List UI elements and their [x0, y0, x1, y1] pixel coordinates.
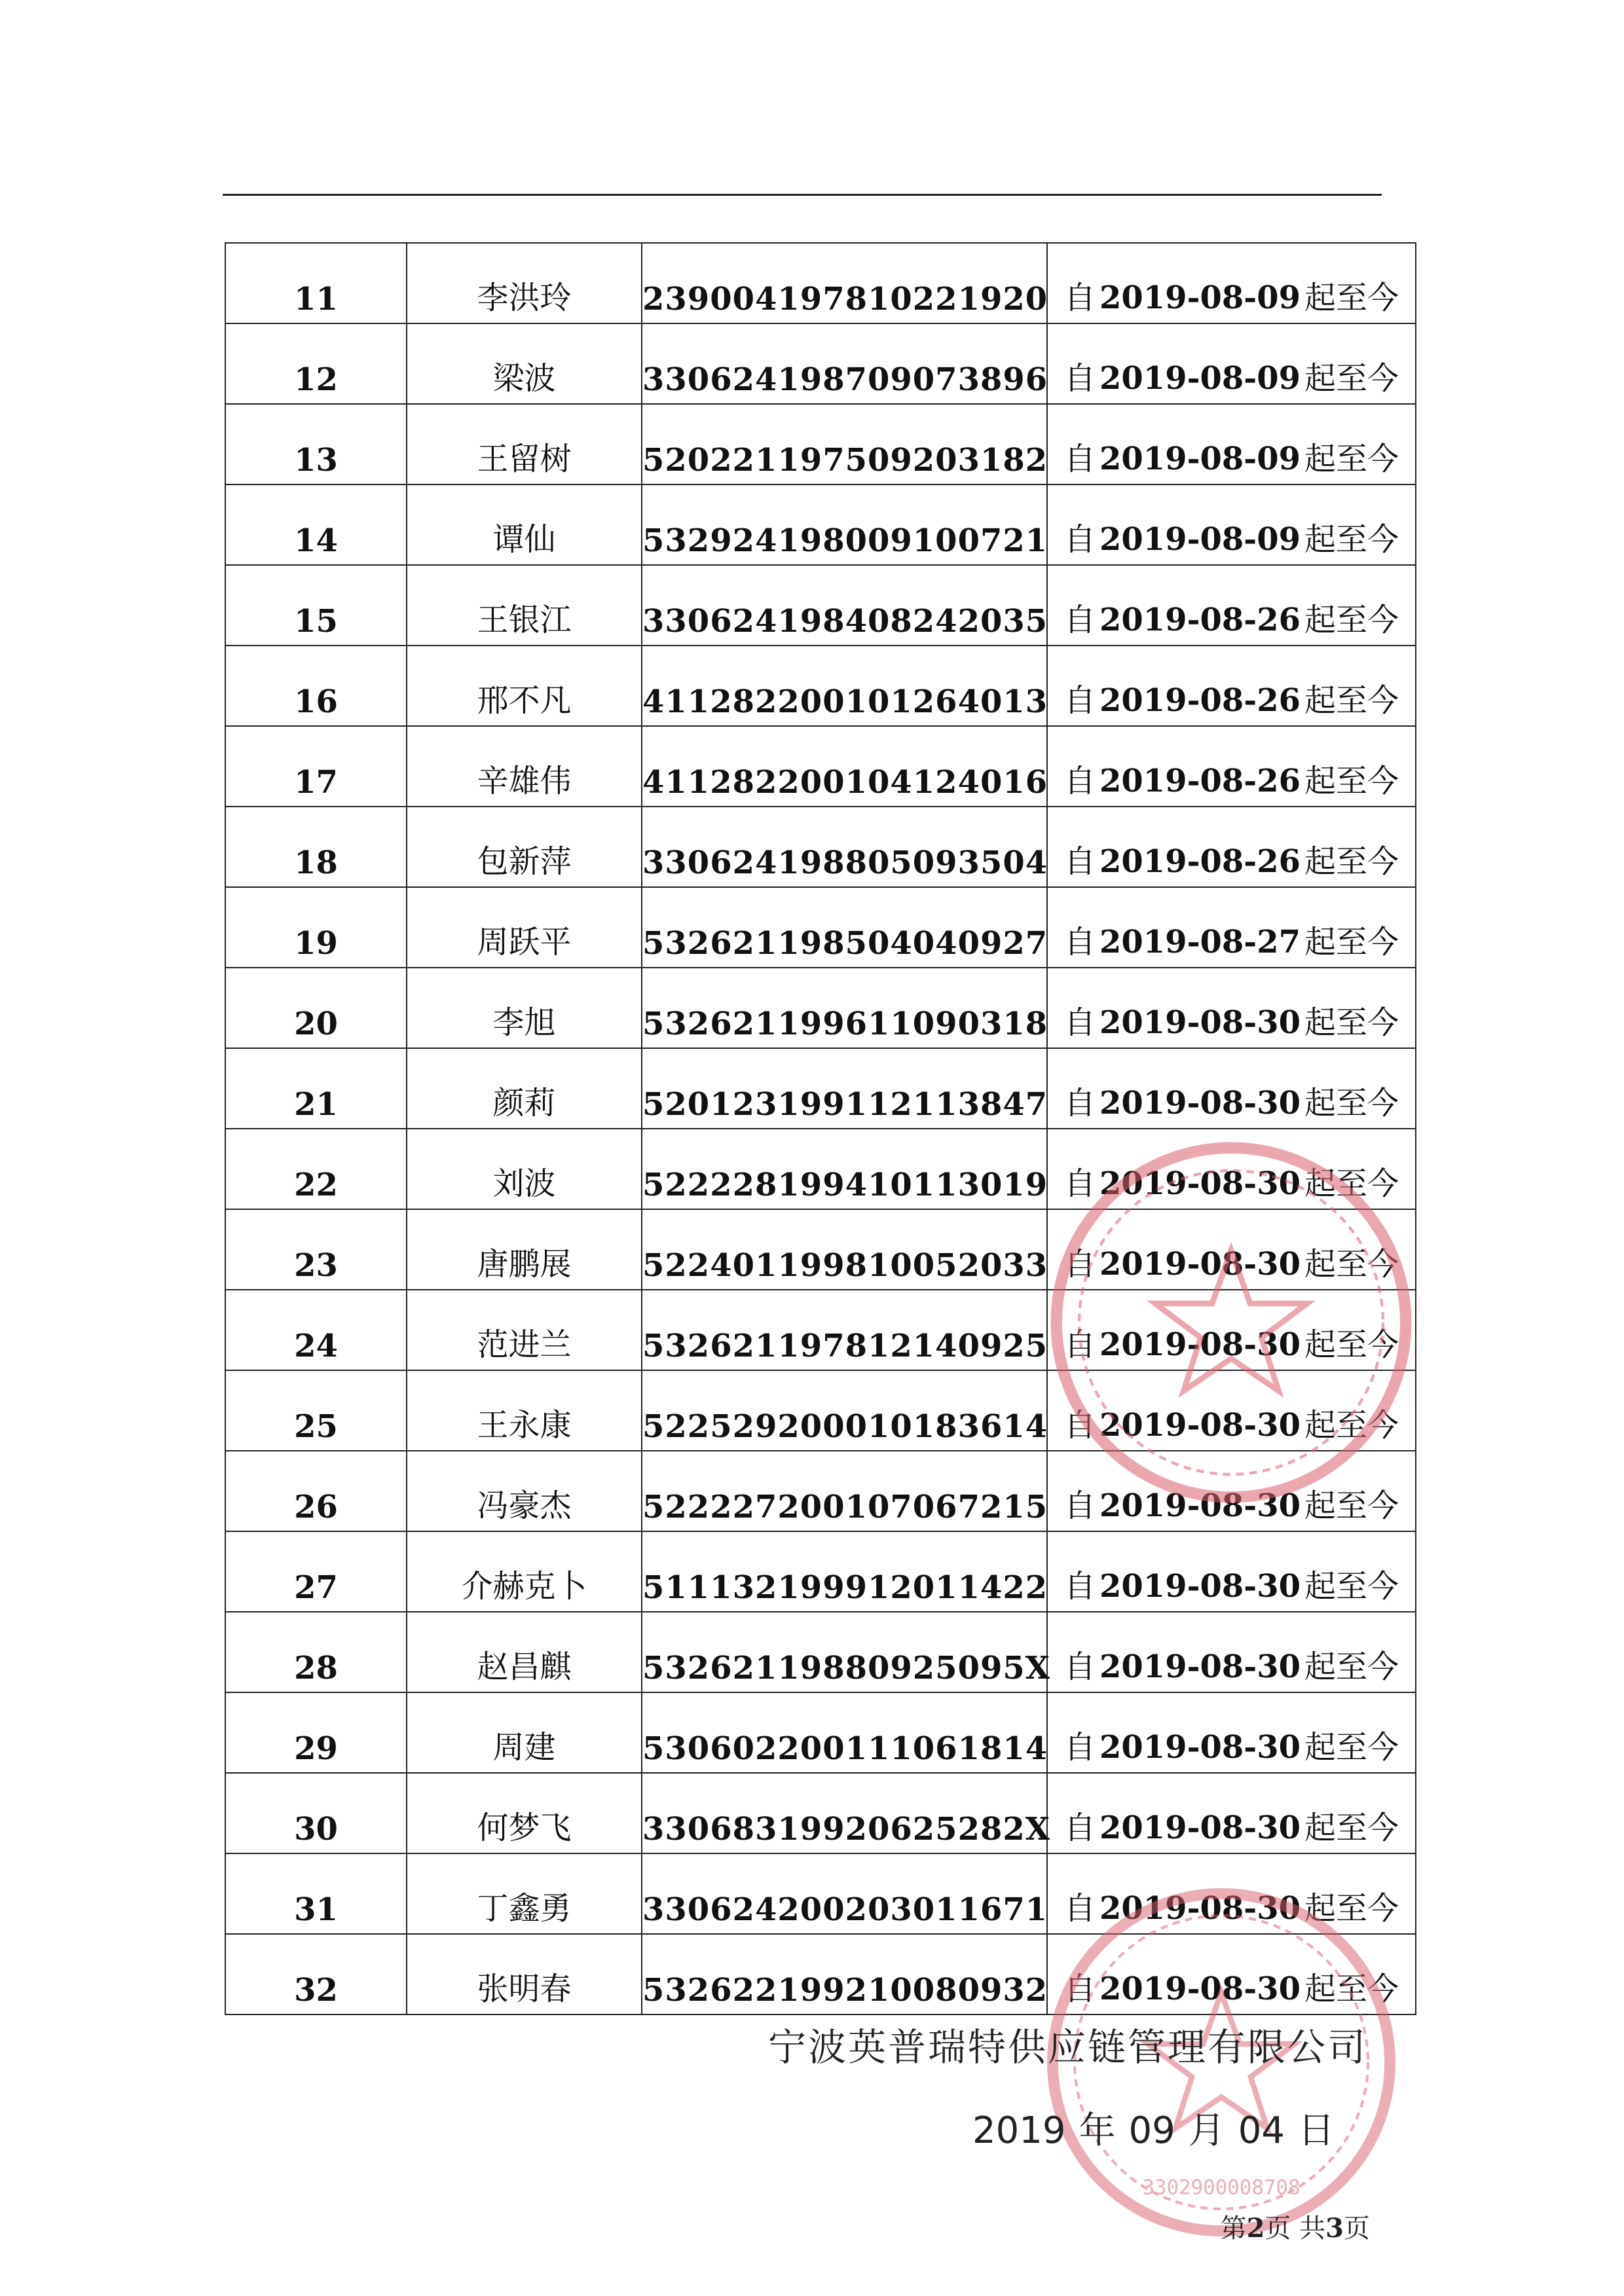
row-number: 21	[225, 1048, 407, 1129]
employment-period	[1047, 1531, 1416, 1612]
table-row	[225, 1531, 1416, 1612]
id-number: 532622199210080932	[642, 1934, 1047, 2014]
period-from: 自	[1063, 1971, 1096, 2007]
period-suffix: 起至今	[1304, 1407, 1399, 1444]
pager-page: 2	[1246, 2213, 1265, 2244]
row-number: 15	[225, 565, 407, 646]
employee-name: 王留树	[407, 404, 642, 484]
period-suffix: 起至今	[1304, 1487, 1399, 1524]
row-number: 26	[225, 1451, 407, 1531]
period-suffix: 起至今	[1304, 602, 1399, 638]
period-suffix: 起至今	[1304, 1165, 1399, 1202]
table-row	[225, 1290, 1416, 1370]
employment-period	[1047, 323, 1416, 404]
period-from: 自	[1063, 1246, 1096, 1283]
period-suffix: 起至今	[1304, 1971, 1399, 2007]
employment-period	[1047, 484, 1416, 565]
employee-name: 邢不凡	[407, 646, 642, 726]
table-row	[225, 1209, 1416, 1290]
period-suffix: 起至今	[1304, 843, 1399, 880]
employment-period	[1047, 968, 1416, 1048]
row-number: 29	[225, 1692, 407, 1773]
id-number: 532621198504040927	[642, 887, 1047, 968]
pager-total: 3	[1325, 2213, 1344, 2244]
row-number: 23	[225, 1209, 407, 1290]
period-suffix: 起至今	[1304, 521, 1399, 558]
row-number: 20	[225, 968, 407, 1048]
header-rule	[223, 194, 1382, 196]
id-number: 33068319920625282X	[642, 1773, 1047, 1853]
row-number: 31	[225, 1853, 407, 1934]
period-suffix: 起至今	[1304, 1890, 1399, 1927]
table-row	[225, 726, 1416, 807]
period-date: 2019-08-30	[1099, 1326, 1301, 1363]
period-from: 自	[1063, 1407, 1096, 1444]
period-suffix: 起至今	[1304, 360, 1399, 397]
table-row	[225, 1048, 1416, 1129]
table-row	[225, 323, 1416, 404]
employee-name: 刘波	[407, 1129, 642, 1209]
period-date: 2019-08-09	[1099, 360, 1301, 397]
period-suffix: 起至今	[1304, 441, 1399, 477]
seal-number: 3302900008708	[1142, 2176, 1301, 2200]
row-number: 11	[225, 243, 407, 323]
table-row	[225, 1853, 1416, 1934]
date-day: 04	[1238, 2109, 1285, 2152]
row-number: 16	[225, 646, 407, 726]
period-from: 自	[1063, 1568, 1096, 1605]
employee-name: 包新萍	[407, 807, 642, 887]
period-date: 2019-08-30	[1099, 1890, 1301, 1927]
table-row	[225, 243, 1416, 323]
date-month: 09	[1128, 2109, 1175, 2152]
table-row	[225, 565, 1416, 646]
date-month-unit: 月	[1188, 2109, 1225, 2152]
period-date: 2019-08-09	[1099, 280, 1301, 316]
pager-pre: 第	[1220, 2214, 1247, 2244]
id-number: 330624198408242035	[642, 565, 1047, 646]
period-from: 自	[1063, 441, 1096, 477]
period-suffix: 起至今	[1304, 280, 1399, 316]
table-row	[225, 404, 1416, 484]
employment-period	[1047, 887, 1416, 968]
id-number: 511132199912011422	[642, 1531, 1047, 1612]
row-number: 13	[225, 404, 407, 484]
employment-period	[1047, 1853, 1416, 1934]
table-row	[225, 1370, 1416, 1451]
table-row	[225, 1773, 1416, 1853]
pager-post: 页	[1344, 2214, 1370, 2244]
employee-name: 周跃平	[407, 887, 642, 968]
employee-name: 丁鑫勇	[407, 1853, 642, 1934]
row-number: 17	[225, 726, 407, 807]
table-row	[225, 1451, 1416, 1531]
period-from: 自	[1063, 843, 1096, 880]
period-date: 2019-08-30	[1099, 1568, 1301, 1605]
period-from: 自	[1063, 1326, 1096, 1363]
row-number: 25	[225, 1370, 407, 1451]
employment-period	[1047, 1129, 1416, 1209]
employee-name: 梁波	[407, 323, 642, 404]
row-number: 28	[225, 1612, 407, 1692]
period-from: 自	[1063, 763, 1096, 799]
employment-period	[1047, 1048, 1416, 1129]
id-number: 532621197812140925	[642, 1290, 1047, 1370]
employee-name: 辛雄伟	[407, 726, 642, 807]
employment-period	[1047, 1290, 1416, 1370]
table-row	[225, 807, 1416, 887]
employment-period	[1047, 1773, 1416, 1853]
employee-name: 李洪玲	[407, 243, 642, 323]
row-number: 30	[225, 1773, 407, 1853]
id-number: 330624198805093504	[642, 807, 1047, 887]
period-date: 2019-08-26	[1099, 682, 1301, 719]
period-date: 2019-08-26	[1099, 763, 1301, 799]
period-from: 自	[1063, 1649, 1096, 1685]
employee-table	[225, 242, 1416, 2015]
period-date: 2019-08-30	[1099, 1165, 1301, 1202]
period-date: 2019-08-30	[1099, 1810, 1301, 1846]
period-suffix: 起至今	[1304, 1246, 1399, 1283]
employee-name: 介赫克卜	[407, 1531, 642, 1612]
employment-period	[1047, 1209, 1416, 1290]
period-date: 2019-08-30	[1099, 1407, 1301, 1444]
employee-name: 赵昌麒	[407, 1612, 642, 1692]
period-suffix: 起至今	[1304, 1649, 1399, 1685]
row-number: 14	[225, 484, 407, 565]
period-from: 自	[1063, 1890, 1096, 1927]
employment-period	[1047, 1612, 1416, 1692]
employee-name: 王永康	[407, 1370, 642, 1451]
row-number: 24	[225, 1290, 407, 1370]
period-from: 自	[1063, 1004, 1096, 1041]
period-from: 自	[1063, 1810, 1096, 1846]
table-row	[225, 1129, 1416, 1209]
table-row	[225, 646, 1416, 726]
employee-name: 李旭	[407, 968, 642, 1048]
period-suffix: 起至今	[1304, 682, 1399, 719]
employee-name: 冯豪杰	[407, 1451, 642, 1531]
row-number: 22	[225, 1129, 407, 1209]
id-number: 53262119880925095X	[642, 1612, 1047, 1692]
employment-period	[1047, 1370, 1416, 1451]
employee-name: 颜莉	[407, 1048, 642, 1129]
period-from: 自	[1063, 602, 1096, 638]
period-from: 自	[1063, 280, 1096, 316]
period-from: 自	[1063, 360, 1096, 397]
period-from: 自	[1063, 1729, 1096, 1766]
employment-period	[1047, 404, 1416, 484]
id-number: 522227200107067215	[642, 1451, 1047, 1531]
company-name: 宁波英普瑞特供应链管理有限公司	[767, 2025, 1367, 2069]
period-from: 自	[1063, 682, 1096, 719]
period-date: 2019-08-30	[1099, 1971, 1301, 2007]
period-from: 自	[1063, 924, 1096, 960]
period-date: 2019-08-09	[1099, 521, 1301, 558]
period-date: 2019-08-30	[1099, 1487, 1301, 1524]
row-number: 12	[225, 323, 407, 404]
date-year-unit: 年	[1079, 2109, 1116, 2152]
id-number: 532621199611090318	[642, 968, 1047, 1048]
employee-name: 王银江	[407, 565, 642, 646]
period-suffix: 起至今	[1304, 763, 1399, 799]
period-suffix: 起至今	[1304, 924, 1399, 960]
period-date: 2019-08-27	[1099, 924, 1301, 960]
table-row	[225, 1692, 1416, 1773]
period-suffix: 起至今	[1304, 1729, 1399, 1766]
date-year: 2019	[972, 2109, 1066, 2152]
employment-period	[1047, 807, 1416, 887]
employment-period	[1047, 726, 1416, 807]
period-suffix: 起至今	[1304, 1810, 1399, 1846]
id-number: 532924198009100721	[642, 484, 1047, 565]
period-from: 自	[1063, 1085, 1096, 1121]
employment-period	[1047, 646, 1416, 726]
employment-period	[1047, 1934, 1416, 2014]
id-number: 330624198709073896	[642, 323, 1047, 404]
period-from: 自	[1063, 1487, 1096, 1524]
id-number: 520123199112113847	[642, 1048, 1047, 1129]
period-date: 2019-08-30	[1099, 1729, 1301, 1766]
employment-period	[1047, 1451, 1416, 1531]
employment-period	[1047, 1692, 1416, 1773]
id-number: 411282200104124016	[642, 726, 1047, 807]
period-date: 2019-08-26	[1099, 602, 1301, 638]
id-number: 522529200010183614	[642, 1370, 1047, 1451]
id-number: 522401199810052033	[642, 1209, 1047, 1290]
employee-name: 张明春	[407, 1934, 642, 2014]
employee-name: 谭仙	[407, 484, 642, 565]
id-number: 520221197509203182	[642, 404, 1047, 484]
period-date: 2019-08-26	[1099, 843, 1301, 880]
row-number: 19	[225, 887, 407, 968]
signature-date	[966, 2102, 1341, 2154]
period-from: 自	[1063, 1165, 1096, 1202]
table-row	[225, 887, 1416, 968]
period-from: 自	[1063, 521, 1096, 558]
employee-name: 唐鹏展	[407, 1209, 642, 1290]
id-number: 530602200111061814	[642, 1692, 1047, 1773]
employment-period	[1047, 565, 1416, 646]
id-number: 411282200101264013	[642, 646, 1047, 726]
row-number: 18	[225, 807, 407, 887]
row-number: 32	[225, 1934, 407, 2014]
table-row	[225, 968, 1416, 1048]
period-suffix: 起至今	[1304, 1085, 1399, 1121]
id-number: 522228199410113019	[642, 1129, 1047, 1209]
employment-period	[1047, 243, 1416, 323]
pager-mid: 页 共	[1264, 2214, 1326, 2244]
period-date: 2019-08-30	[1099, 1004, 1301, 1041]
period-date: 2019-08-30	[1099, 1085, 1301, 1121]
date-day-unit: 日	[1298, 2109, 1335, 2152]
page-indicator	[1221, 2208, 1370, 2245]
employee-name: 周建	[407, 1692, 642, 1773]
row-number: 27	[225, 1531, 407, 1612]
id-number: 330624200203011671	[642, 1853, 1047, 1934]
employee-name: 何梦飞	[407, 1773, 642, 1853]
period-suffix: 起至今	[1304, 1326, 1399, 1363]
table-row	[225, 1934, 1416, 2014]
employee-name: 范进兰	[407, 1290, 642, 1370]
period-date: 2019-08-30	[1099, 1246, 1301, 1283]
period-suffix: 起至今	[1304, 1004, 1399, 1041]
period-date: 2019-08-30	[1099, 1649, 1301, 1685]
period-date: 2019-08-09	[1099, 441, 1301, 477]
period-suffix: 起至今	[1304, 1568, 1399, 1605]
table-row	[225, 1612, 1416, 1692]
table-row	[225, 484, 1416, 565]
id-number: 239004197810221920	[642, 243, 1047, 323]
